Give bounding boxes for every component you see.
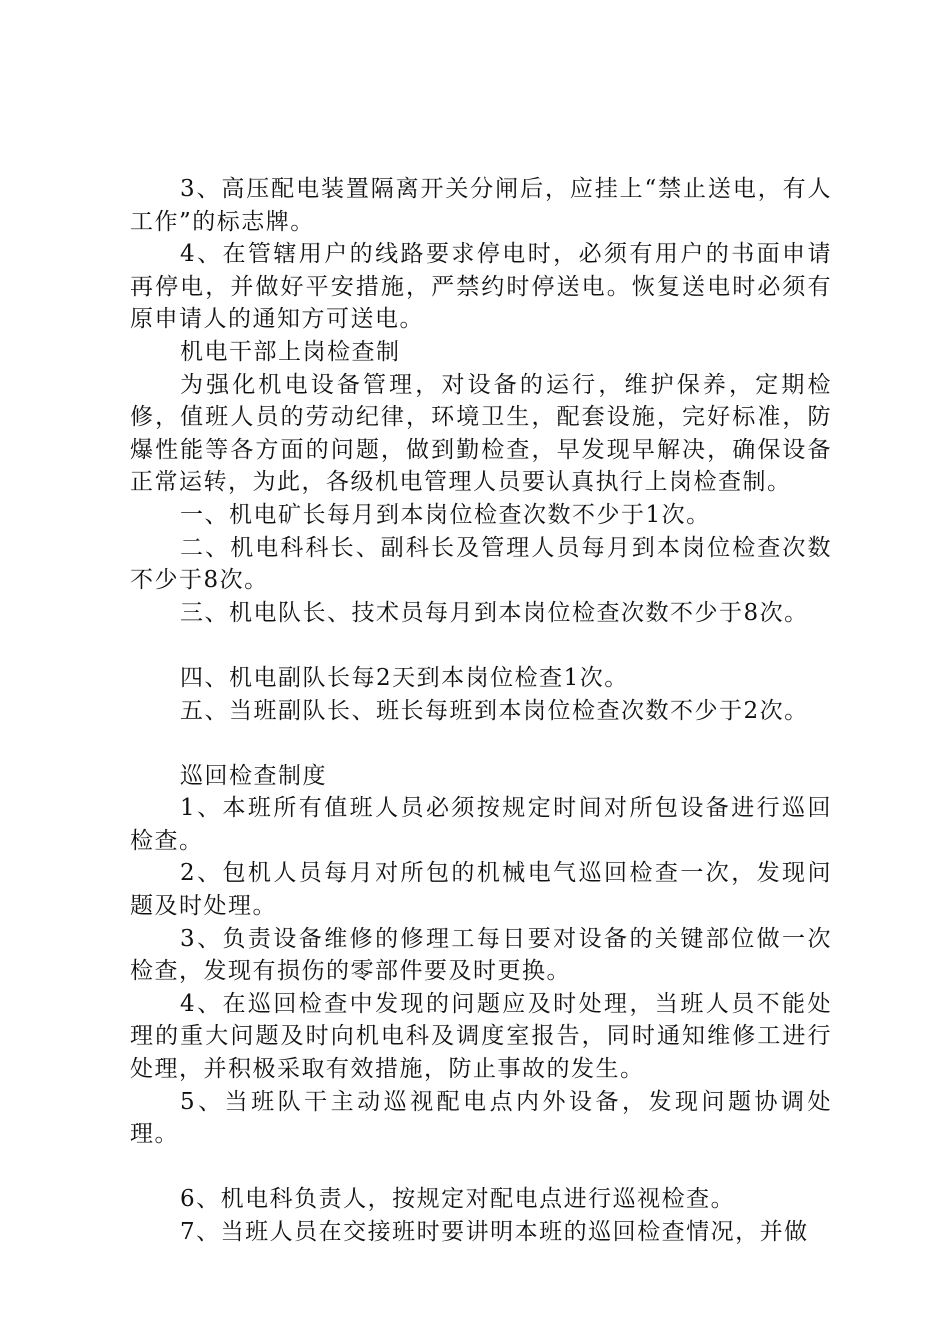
spacer bbox=[130, 629, 832, 662]
paragraph-1: 3、高压配电装置隔离开关分闸后，应挂上“禁止送电，有人工作”的标志牌。 bbox=[130, 176, 832, 235]
patrol-item-3: 3、负责设备维修的修理工每日要对设备的关键部位做一次检查，发现有损伤的零部件要及时更换。 bbox=[130, 925, 832, 985]
list-item-4: 四、机电副队长每2天到本岗位检查1次。 bbox=[180, 664, 629, 691]
spacer bbox=[130, 1151, 832, 1184]
paragraph-intro: 为强化机电设备管理，对设备的运行，维护保养，定期检修，值班人员的劳动纪律，环境卫生，配套设施，完好标准，防爆性能等各方面的问题，做到勤检查，早发现早解决，确保设备正常运转，为此，各级机电管理人员要认真执行上岗检查制。 bbox=[130, 371, 832, 496]
section-heading-inspection-system: 机电干部上岗检查制 bbox=[180, 338, 401, 365]
patrol-item-1: 1、本班所有值班人员必须按规定时间对所包设备进行巡回检查。 bbox=[130, 795, 832, 854]
section-heading-patrol-system: 巡回检查制度 bbox=[180, 762, 327, 789]
list-item-5: 五、当班副队长、班长每班到本岗位检查次数不少于2次。 bbox=[180, 697, 809, 724]
patrol-item-7: 7、当班人员在交接班时要讲明本班的巡回检查情况，并做 bbox=[180, 1219, 809, 1245]
patrol-item-4: 4、在巡回检查中发现的问题应及时处理，当班人员不能处理的重大问题及时向机电科及调度室报告，同时通知维修工进行处理，并积极采取有效措施，防止事故的发生。 bbox=[130, 990, 832, 1083]
patrol-item-6: 6、机电科负责人，按规定对配电点进行巡视检查。 bbox=[180, 1186, 736, 1213]
document-body bbox=[130, 173, 832, 1249]
patrol-item-5: 5、当班队干主动巡视配电点内外设备，发现问题协调处理。 bbox=[130, 1088, 832, 1148]
spacer bbox=[130, 727, 832, 760]
list-item-1: 一、机电矿长每月到本岗位检查次数不少于1次。 bbox=[180, 501, 711, 528]
paragraph-2: 4、在管辖用户的线路要求停电时，必须有用户的书面申请再停电，并做好平安措施，严禁约时停送电。恢复送电时必须有原申请人的通知方可送电。 bbox=[130, 241, 832, 333]
patrol-item-2: 2、包机人员每月对所包的机械电气巡回检查一次，发现问题及时处理。 bbox=[130, 860, 832, 920]
list-item-3: 三、机电队长、技术员每月到本岗位检查次数不少于8次。 bbox=[180, 599, 809, 626]
list-item-2: 二、机电科科长、副科长及管理人员每月到本岗位检查次数不少于8次。 bbox=[130, 534, 832, 594]
